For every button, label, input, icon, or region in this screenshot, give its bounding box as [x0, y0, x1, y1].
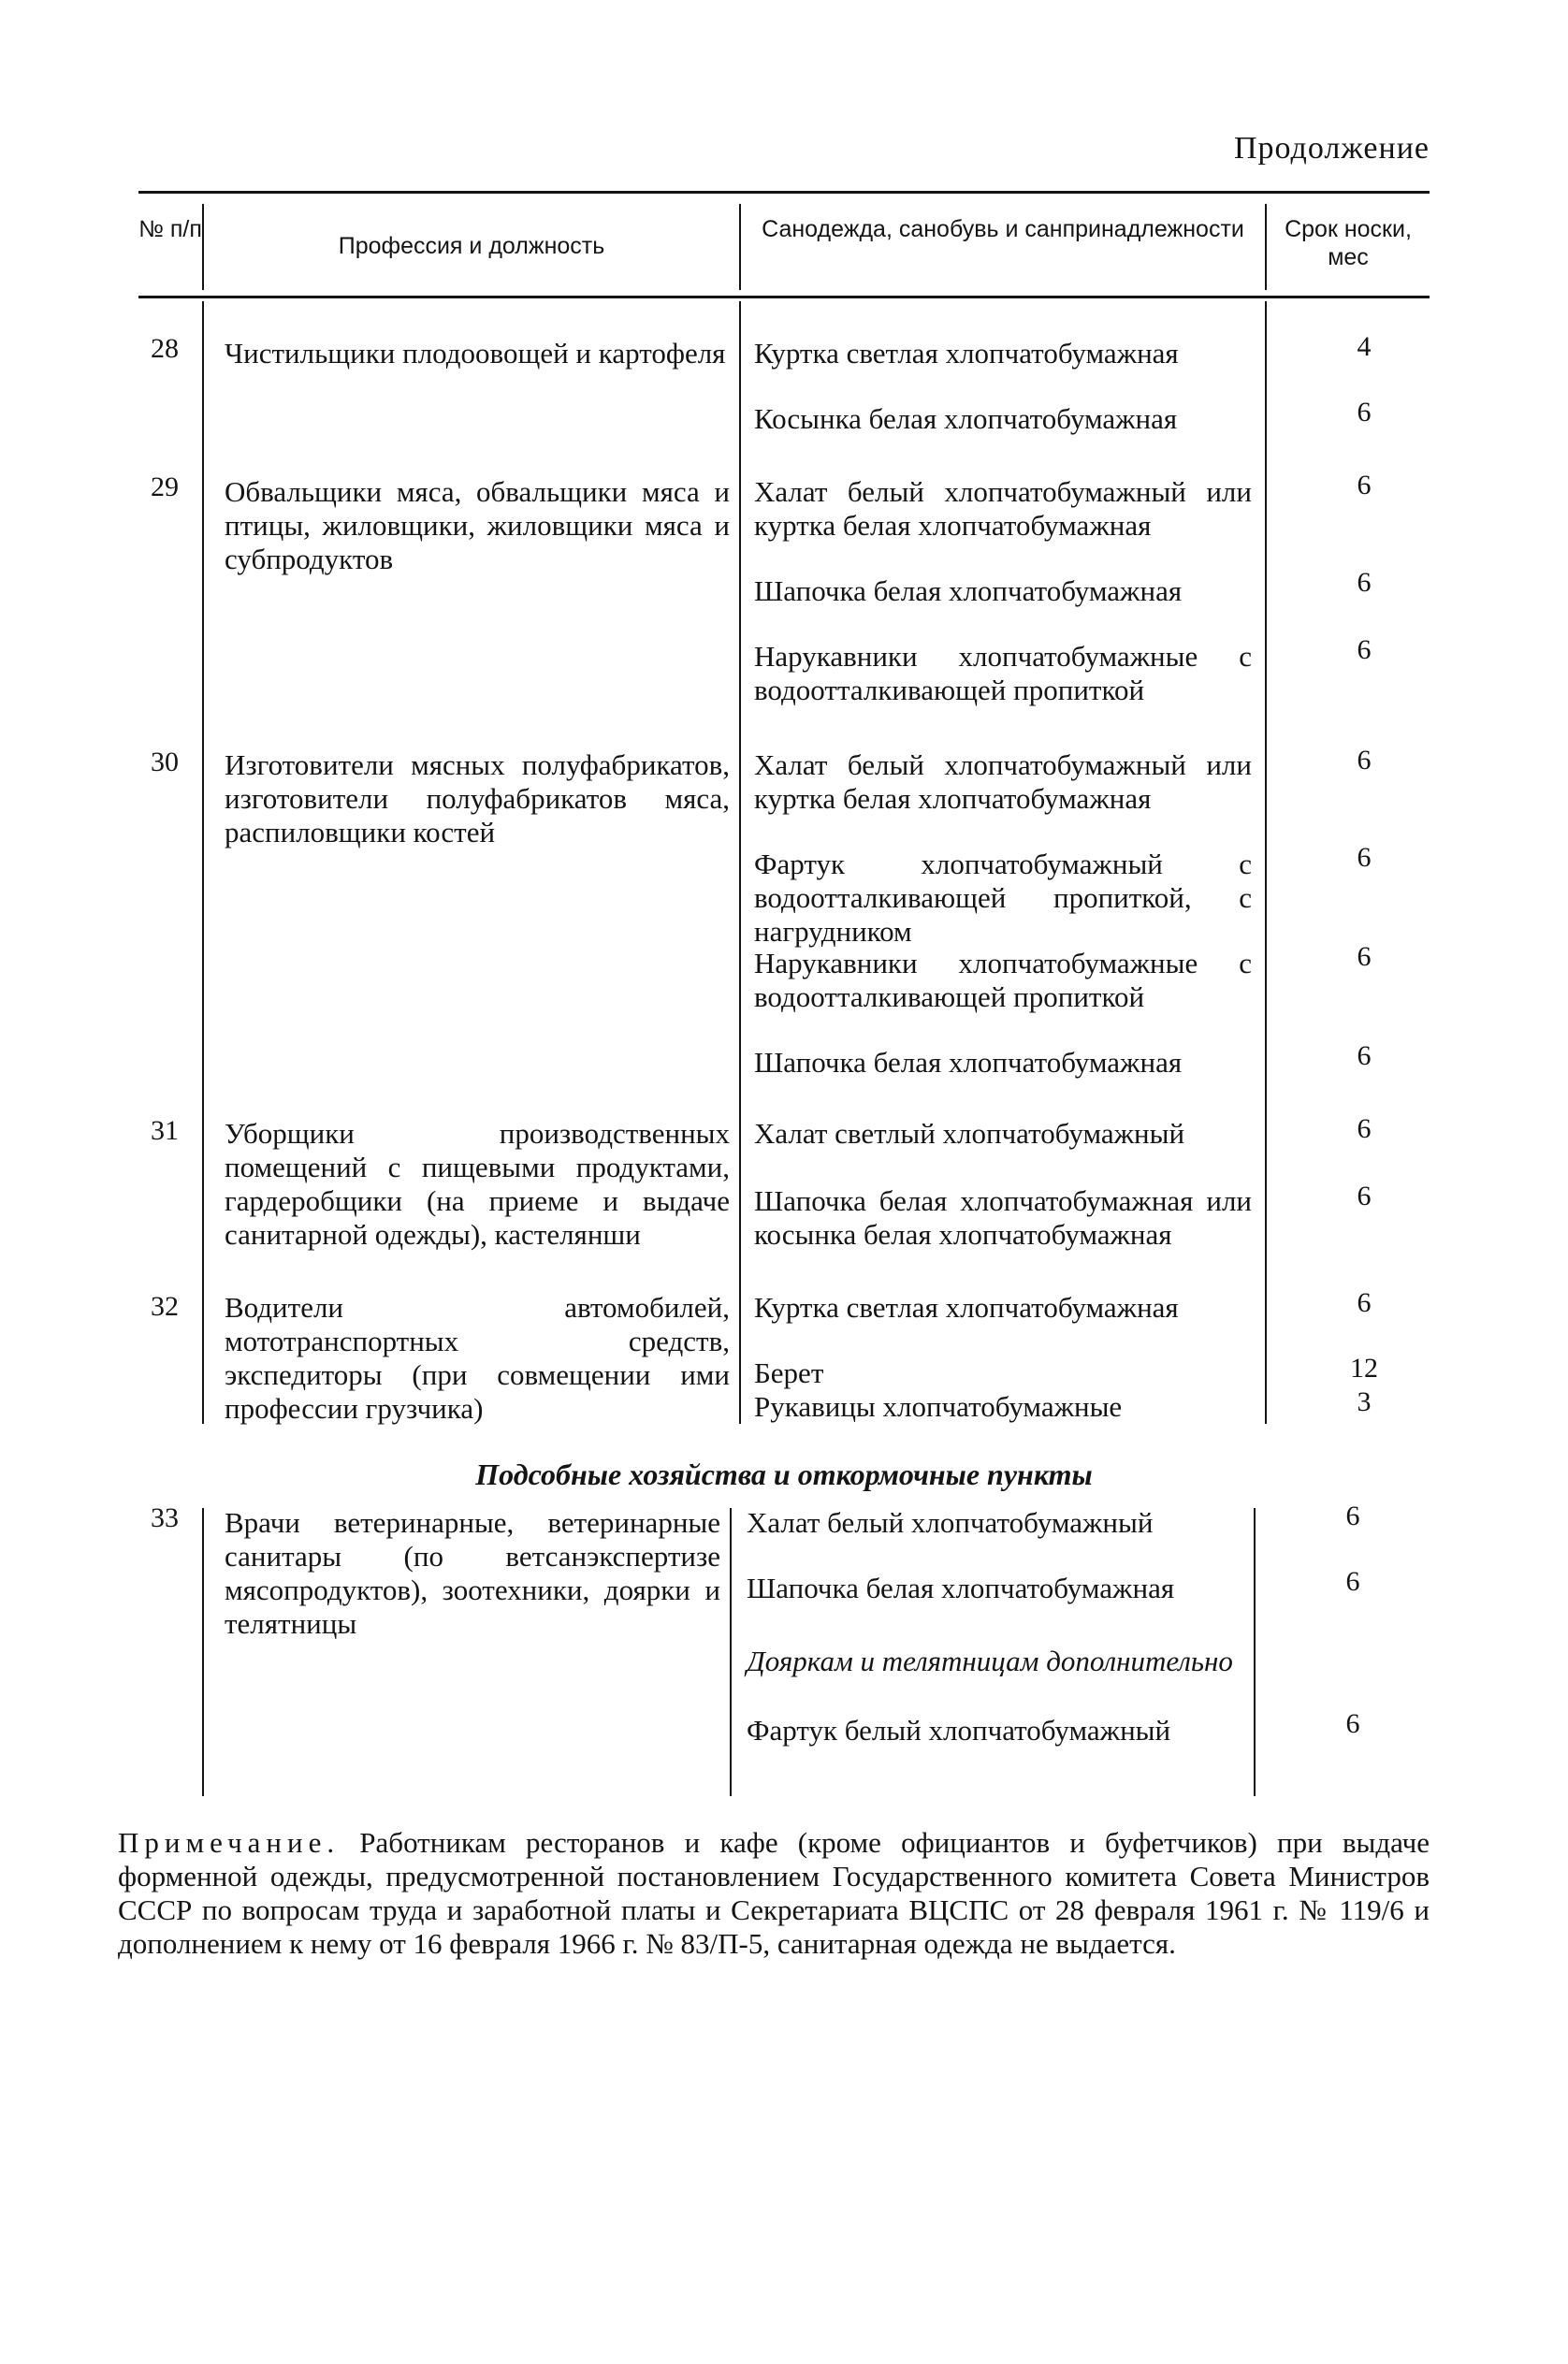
clothing-item: Халат светлый хлопчатобумажный [754, 1117, 1185, 1150]
footnote [118, 1826, 1430, 1961]
clothing-item: Халат белый хлопчатобумажный или куртка белая хлопчатобумажная [754, 475, 1252, 542]
clothing-item: Халат белый хлопчатобумажный [747, 1506, 1154, 1539]
profession-cell: Водители автомобилей, мототранспортных средств, экспедиторы (при совмещении ими профессии грузчика) [225, 1291, 730, 1425]
row-number: 28 [151, 333, 179, 364]
column-divider [730, 1508, 732, 1796]
clothing-item: Шапочка белая хлопчатобумажная или косынка белая хлопчатобумажная [754, 1184, 1252, 1251]
term-value: 12 [1350, 1353, 1378, 1384]
clothing-item: Шапочка белая хлопчатобумажная [747, 1572, 1175, 1604]
term-value: 6 [1357, 634, 1372, 665]
term-value: 6 [1357, 1181, 1372, 1211]
profession-cell: Уборщики производственных помещений с пищевыми продуктами, гардеробщики (на приеме и выдаче санитарной одежды), кастелянши [225, 1117, 730, 1251]
row-number: 29 [151, 471, 179, 502]
profession-cell: Изготовители мясных полуфабрикатов, изготовители полуфабрикатов мяса, распиловщики костей [225, 748, 730, 848]
clothing-item: Берет [754, 1356, 824, 1389]
profession-cell: Обвальщики мяса, обвальщики мяса и птицы, жиловщики, жиловщики мяса и субпродуктов [225, 475, 730, 575]
column-divider [202, 1508, 204, 1796]
clothing-item: Фартук хлопчатобумажный с водоотталкивающей пропиткой, с нагрудником [754, 848, 1252, 948]
header-term: Срок носки, мес [1285, 216, 1412, 270]
clothing-subheading: Дояркам и телятницам дополнительно [747, 1645, 1233, 1677]
clothing-item: Нарукавники хлопчатобумажные с водоотталкивающей пропиткой [754, 640, 1252, 706]
header-clothing: Санодежда, санобувь и санпринадлежности [762, 216, 1244, 242]
clothing-item: Рукавицы хлопчатобумажные [754, 1390, 1123, 1423]
profession-cell: Чистильщики плодоовощей и картофеля [225, 337, 726, 370]
clothing-item: Фартук белый хлопчатобумажный [747, 1714, 1171, 1747]
term-value: 6 [1357, 567, 1372, 598]
term-value: 6 [1345, 1566, 1360, 1597]
profession-cell: Врачи ветеринарные, ветеринарные санитары (по ветсанэкспертизе мясопродуктов), зоотехники, доярки и телятницы [225, 1506, 720, 1640]
section-heading: Подсобные хозяйства и откормочные пункты [475, 1458, 1093, 1491]
term-value: 6 [1357, 397, 1372, 428]
row-number: 33 [151, 1502, 179, 1533]
column-divider [1254, 1508, 1256, 1796]
clothing-item: Куртка светлая хлопчатобумажная [754, 1291, 1179, 1324]
term-value: 4 [1357, 331, 1372, 362]
term-value: 6 [1357, 470, 1372, 500]
row-number: 30 [151, 747, 179, 777]
table-top-rule [138, 191, 1430, 194]
header-profession: Профессия и должность [338, 233, 605, 259]
term-value: 3 [1357, 1386, 1372, 1417]
continuation-label: Продолжение [1233, 131, 1430, 166]
footnote-label: Примечание. [118, 1826, 341, 1859]
header-num: № п/п [138, 216, 202, 242]
clothing-item: Куртка светлая хлопчатобумажная [754, 337, 1179, 370]
footnote-text: Работникам ресторанов и кафе (кроме официантов и буфетчиков) при выдаче форменной одежды, предусмотренной постановлением Государственного комитета Совета Министров СССР по вопросам труда и заработной платы и Секретариата ВЦСПС от 28 февраля 1961 г. № 119/6 и дополнением к нему от 16 февраля 1966 г. № 83/П-5, санитарная одежда не выдается. [118, 1826, 1430, 1960]
clothing-item: Халат белый хлопчатобумажный или куртка белая хлопчатобумажная [754, 748, 1252, 815]
row-number: 32 [151, 1291, 179, 1322]
term-value: 6 [1357, 745, 1372, 776]
column-divider [1265, 301, 1267, 1424]
row-number: 31 [151, 1115, 179, 1146]
clothing-item: Шапочка белая хлопчатобумажная [754, 574, 1183, 607]
term-value: 6 [1345, 1708, 1360, 1739]
column-divider [202, 301, 204, 1424]
header-bottom-rule [138, 296, 1430, 298]
term-value: 6 [1357, 842, 1372, 873]
clothing-item: Нарукавники хлопчатобумажные с водоотталкивающей пропиткой [754, 947, 1252, 1013]
column-divider [739, 301, 741, 1424]
term-value: 6 [1357, 1287, 1372, 1318]
term-value: 6 [1357, 1040, 1372, 1071]
term-value: 6 [1357, 941, 1372, 972]
clothing-item: Косынка белая хлопчатобумажная [754, 402, 1178, 435]
clothing-item: Шапочка белая хлопчатобумажная [754, 1046, 1183, 1079]
term-value: 6 [1345, 1501, 1360, 1531]
term-value: 6 [1357, 1113, 1372, 1144]
